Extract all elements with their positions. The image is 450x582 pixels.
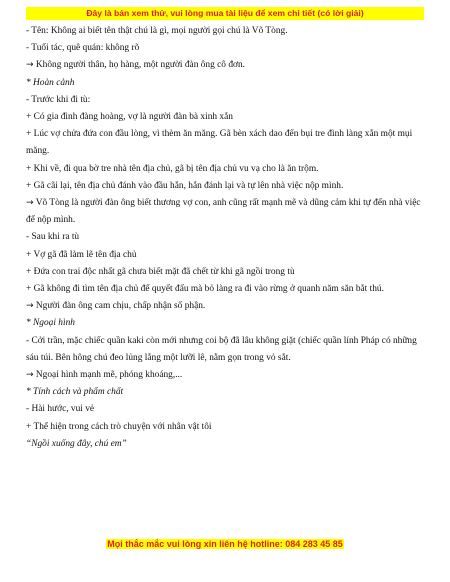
bullet-line: + Khi về, đi qua bờ tre nhà tên địa chủ, gã bị tên địa chủ vu vạ cho là ăn trộm. xyxy=(26,163,319,174)
conclusion-text: Võ Tòng là người đàn ông biết thương vợ con, anh cũng rất mạnh mẽ và dũng cảm khi tự đến nhà việc để nộp mình. xyxy=(26,198,421,226)
bullet-line: + Thể hiện trong cách trò chuyện với nhân vật tôi xyxy=(26,421,212,432)
section-heading-personality: * Tính cách và phẩm chất xyxy=(26,387,124,398)
preview-notice-banner: Đây là bản xem thử, vui lòng mua tài liệu để xem chi tiết (có lời giải) xyxy=(26,7,424,20)
conclusion-text: Không người thân, họ hàng, một người đàn ông cô đơn. xyxy=(33,60,246,71)
conclusion-line xyxy=(26,195,422,229)
bullet-line: + Lúc vợ chửa đứa con đầu lòng, vì thèm ăn măng. Gã bèn xách dao đến bụi tre đình làng xắn một mụi măng. xyxy=(26,129,413,157)
section-heading-appearance: * Ngoại hình xyxy=(26,318,75,329)
trait-line: - Hài hước, vui vẻ xyxy=(26,404,95,415)
hotline-footer xyxy=(0,534,450,547)
bullet-line: + Đứa con trai độc nhất gã chưa biết mặt đã chết từ khi gã ngồi trong tù xyxy=(26,266,295,277)
bullet-line: + Gã cãi lại, tên địa chủ đánh vào đầu hắn, hắn đánh lại và tự lên nhà việc nộp mình. xyxy=(26,180,344,191)
section-heading-circumstance: * Hoàn cảnh xyxy=(26,77,75,88)
quote-line: “Ngồi xuống đây, chú em” xyxy=(26,438,127,449)
arrow-icon: → xyxy=(26,60,34,71)
conclusion-text: Người đàn ông cam chịu, chấp nhận số phận. xyxy=(33,301,206,312)
bullet-line: + Có gia đình đàng hoàng, vợ là người đàn bà xinh xắn xyxy=(26,112,233,123)
appearance-description: - Cởi trần, mặc chiếc quần kaki còn mới nhưng coi bộ đã lâu không giặt (chiếc quần lính Pháp có những sáu túi. Bên hông chú đeo lủng lẳng một lưỡi lê, nằm gọn trong vỏ sắt. xyxy=(26,335,417,363)
name-line: - Tên: Không ai biết tên thật chú là gì, mọi người gọi chú là Võ Tòng. xyxy=(26,26,288,36)
document-body xyxy=(26,23,422,453)
arrow-icon: → xyxy=(26,370,34,381)
subheading-before-prison: - Trước khi đi tù: xyxy=(26,94,91,105)
bullet-line: + Vợ gã đã làm lẽ tên địa chủ xyxy=(26,249,137,260)
conclusion-line xyxy=(26,298,422,315)
subheading-after-prison: - Sau khi ra tù xyxy=(26,232,80,243)
conclusion-line xyxy=(26,57,422,74)
arrow-icon: → xyxy=(26,198,34,209)
hotline-text: Mọi thắc mắc vui lòng xin liên hệ hotline: 084 283 45 85 xyxy=(107,539,343,549)
arrow-icon: → xyxy=(26,301,34,312)
age-line: - Tuổi tác, quê quán: không rõ xyxy=(26,43,140,54)
conclusion-text: Ngoại hình mạnh mẽ, phóng khoáng,... xyxy=(33,370,183,381)
bullet-line: + Gã không đi tìm tên địa chủ để quyết đấu mà bỏ làng ra đi vào rừng ở quanh năm săn bắt thú. xyxy=(26,284,384,295)
conclusion-line xyxy=(26,367,422,384)
